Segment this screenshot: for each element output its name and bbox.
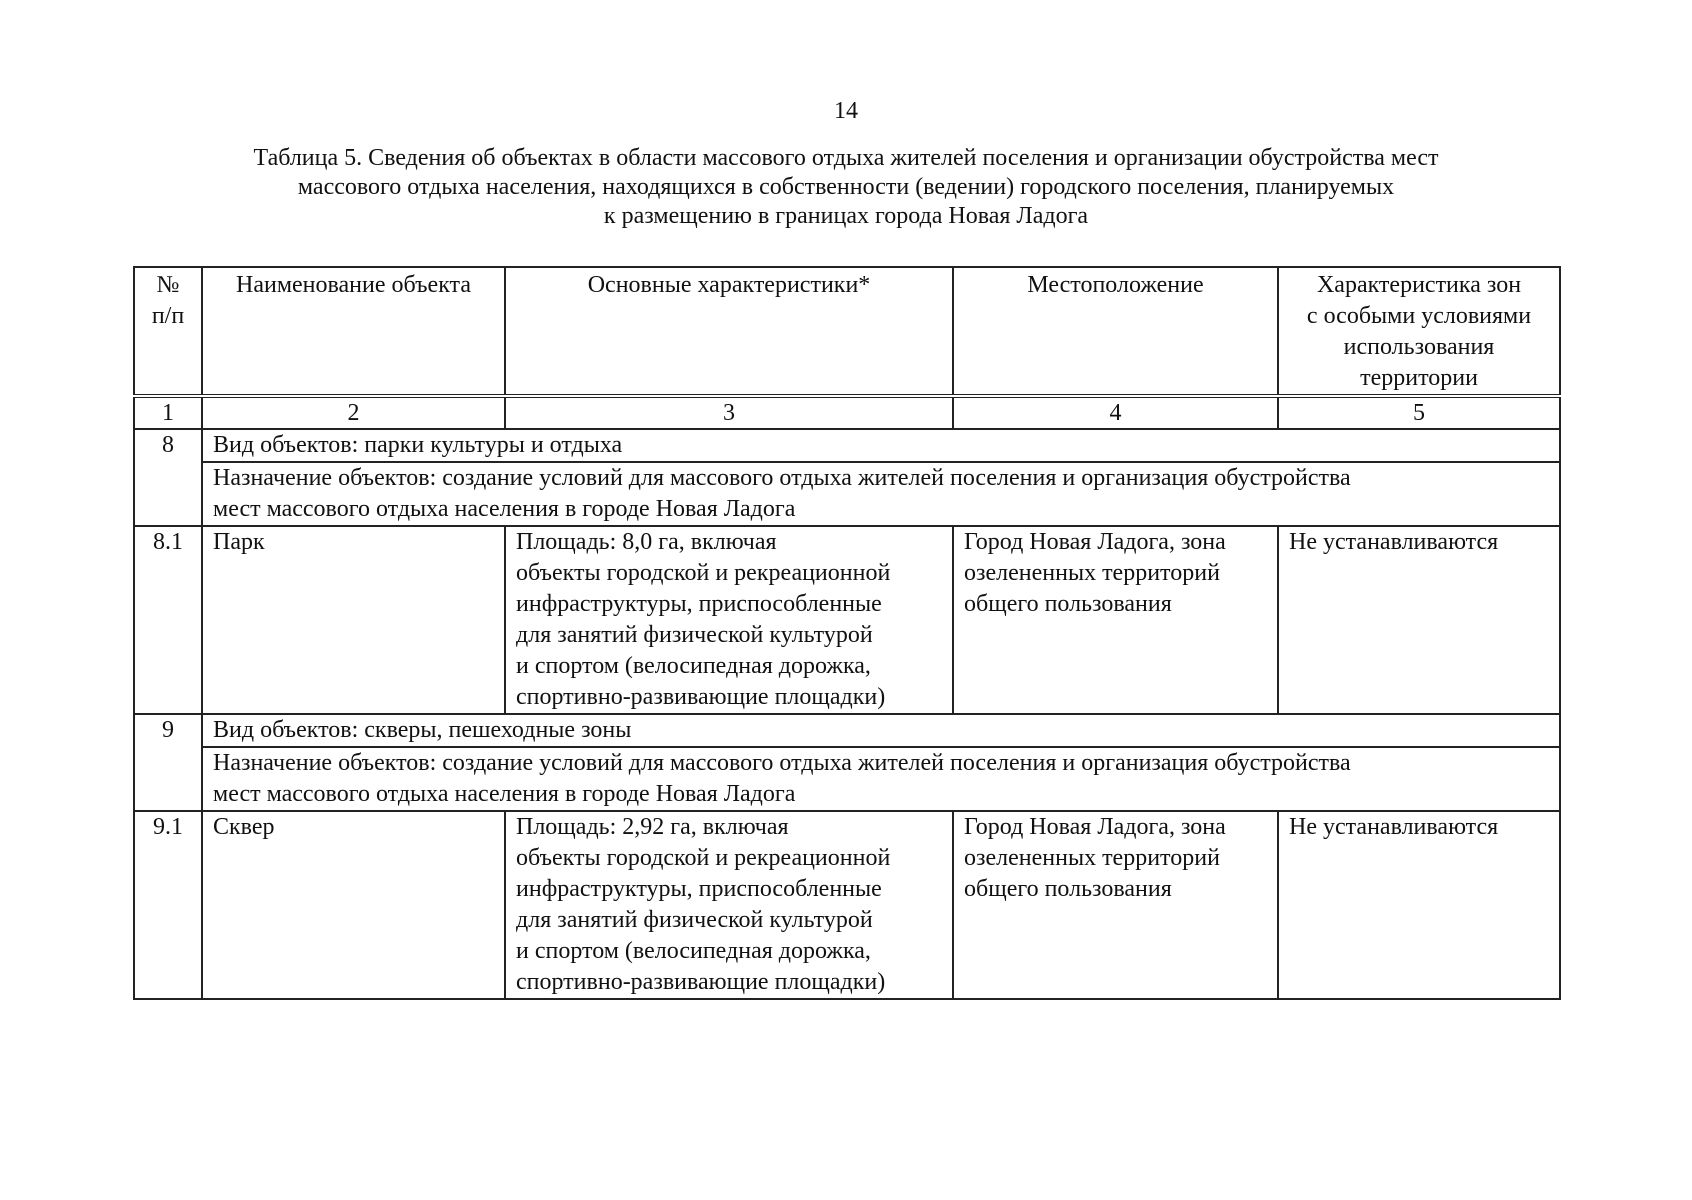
header-zones: [1278, 267, 1560, 396]
item-number: 8.1: [134, 526, 202, 714]
location-line: общего пользования: [964, 876, 1172, 902]
item-location: [953, 526, 1278, 714]
column-number: 1: [134, 396, 202, 429]
item-number: 9.1: [134, 811, 202, 999]
header-text: п/п: [151, 303, 185, 329]
item-characteristics: [505, 811, 953, 999]
caption-line: к размещению в границах города Новая Ладога: [603, 203, 1089, 229]
location-line: озелененных территорий: [964, 845, 1220, 871]
section-type-row: [134, 714, 1560, 747]
item-location: [953, 811, 1278, 999]
page-number: 14: [834, 98, 858, 124]
column-number-row: [134, 396, 1560, 429]
item-zones: Не устанавливаются: [1278, 811, 1560, 999]
characteristics-line: Площадь: 2,92 га, включая: [516, 814, 789, 840]
characteristics-line: для занятий физической культурой: [516, 622, 873, 648]
section-purpose-row: [134, 747, 1560, 811]
column-number: 3: [505, 396, 953, 429]
table-header-row: [134, 267, 1560, 396]
characteristics-line: спортивно-развивающие площадки): [516, 969, 886, 995]
location-line: общего пользования: [964, 591, 1172, 617]
column-number: 4: [953, 396, 1278, 429]
characteristics-line: объекты городской и рекреационной: [516, 560, 891, 586]
purpose-line: мест массового отдыха населения в городе Новая Ладога: [213, 496, 796, 522]
table-caption: [0, 144, 1692, 231]
section-type: Вид объектов: парки культуры и отдыха: [202, 429, 1560, 462]
column-number: 2: [202, 396, 505, 429]
location-line: Город Новая Ладога, зона: [964, 529, 1226, 555]
section-purpose-row: [134, 462, 1560, 526]
characteristics-line: и спортом (велосипедная дорожка,: [516, 653, 871, 679]
table-row: [134, 526, 1560, 714]
header-text: с особыми условиями: [1306, 303, 1532, 329]
section-purpose: [202, 747, 1560, 811]
characteristics-line: и спортом (велосипедная дорожка,: [516, 938, 871, 964]
header-characteristics: [505, 267, 953, 396]
column-number: 5: [1278, 396, 1560, 429]
header-location: [953, 267, 1278, 396]
purpose-line: Назначение объектов: создание условий для массового отдыха жителей поселения и организация обустройства: [213, 465, 1351, 491]
purpose-line: Назначение объектов: создание условий для массового отдыха жителей поселения и организация обустройства: [213, 750, 1351, 776]
objects-table: [133, 266, 1561, 1000]
location-line: Город Новая Ладога, зона: [964, 814, 1226, 840]
table-row: [134, 811, 1560, 999]
location-line: озелененных территорий: [964, 560, 1220, 586]
characteristics-line: инфраструктуры, приспособленные: [516, 591, 882, 617]
caption-line: Таблица 5. Сведения об объектах в области массового отдыха жителей поселения и организации обустройства мест: [253, 145, 1439, 171]
characteristics-line: объекты городской и рекреационной: [516, 845, 891, 871]
header-text: использования: [1343, 334, 1495, 360]
characteristics-line: спортивно-развивающие площадки): [516, 684, 886, 710]
header-text: Основные характеристики*: [587, 272, 871, 298]
section-number: 8: [134, 429, 202, 526]
item-name: Сквер: [202, 811, 505, 999]
header-text: территории: [1360, 365, 1478, 391]
header-text: Характеристика зон: [1316, 272, 1522, 298]
characteristics-line: Площадь: 8,0 га, включая: [516, 529, 777, 555]
header-text: Наименование объекта: [236, 272, 471, 298]
section-type-row: [134, 429, 1560, 462]
section-purpose: [202, 462, 1560, 526]
caption-line: массового отдыха населения, находящихся в собственности (ведении) городского поселения, планируемых: [297, 174, 1395, 200]
purpose-line: мест массового отдыха населения в городе Новая Ладога: [213, 781, 796, 807]
section-type: Вид объектов: скверы, пешеходные зоны: [202, 714, 1560, 747]
header-text: Местоположение: [1027, 272, 1204, 298]
item-characteristics: [505, 526, 953, 714]
header-number: [134, 267, 202, 396]
item-name: Парк: [202, 526, 505, 714]
characteristics-line: для занятий физической культурой: [516, 907, 873, 933]
section-number: 9: [134, 714, 202, 811]
header-object-name: [202, 267, 505, 396]
characteristics-line: инфраструктуры, приспособленные: [516, 876, 882, 902]
item-zones: Не устанавливаются: [1278, 526, 1560, 714]
header-text: №: [156, 272, 180, 298]
